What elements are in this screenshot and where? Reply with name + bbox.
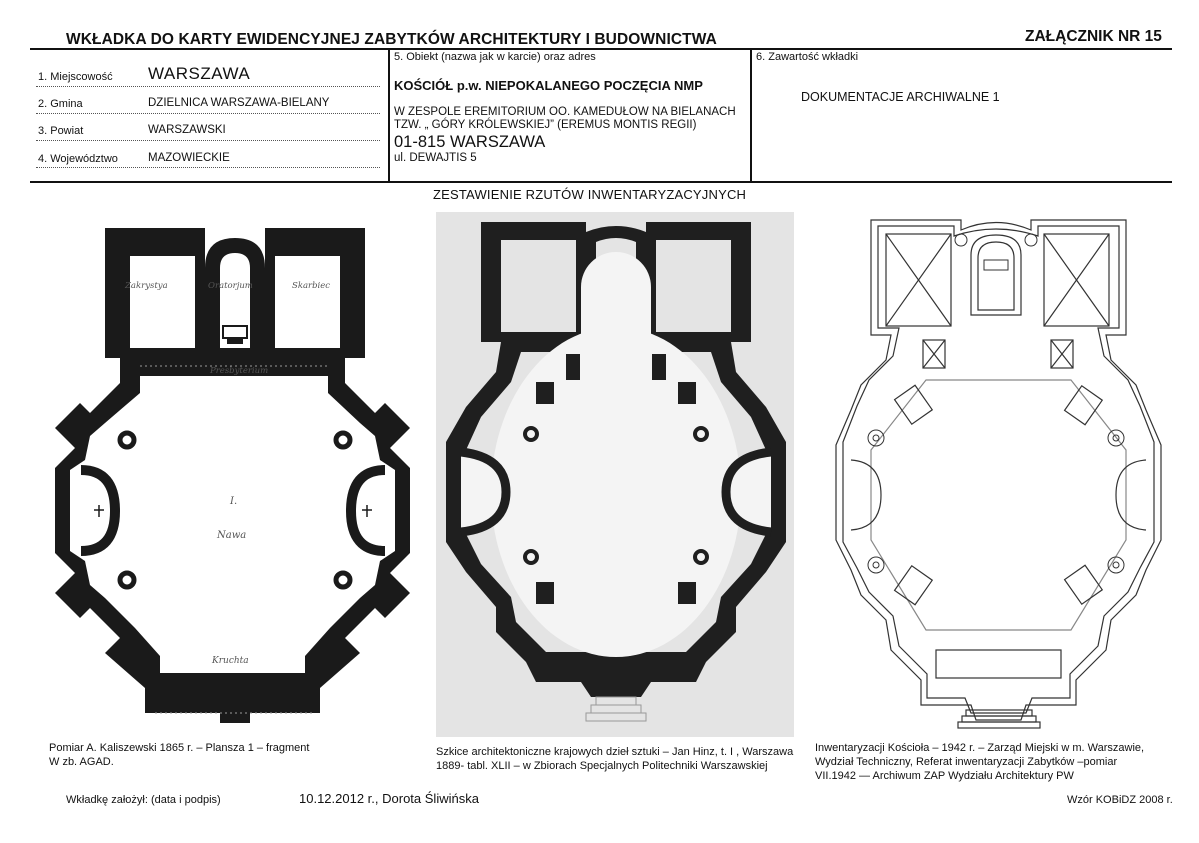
contents-label: 6. Zawartość wkładki xyxy=(756,51,859,63)
footer-author: 10.12.2012 r., Dorota Śliwińska xyxy=(299,791,479,806)
footer-model: Wzór KOBiDZ 2008 r. xyxy=(1067,794,1173,806)
page-title: WKŁADKA DO KARTY EWIDENCYJNEJ ZABYTKÓW ARCHITEKTURY I BUDOWNICTWA xyxy=(66,31,717,48)
object-street: ul. DEWAJTIS 5 xyxy=(394,152,477,164)
annex-number: ZAŁĄCZNIK NR 15 xyxy=(1025,28,1162,45)
caption-line: Wydział Techniczny, Referat inwentaryzacji Zabytków –pomiar xyxy=(815,756,1118,768)
plan-label: I. xyxy=(230,496,238,507)
caption-line: VII.1942 — Archiwum ZAP Wydziału Architektury PW xyxy=(815,770,1074,782)
section-title: ZESTAWIENIE RZUTÓW INWENTARYZACYJNYCH xyxy=(433,187,747,202)
field-divider xyxy=(36,86,380,87)
header-bottom-rule xyxy=(30,181,1172,183)
object-postal-code: 01-815 WARSZAWA xyxy=(394,133,546,151)
field-divider xyxy=(36,167,380,168)
plan-label: Oratorjum xyxy=(208,281,253,291)
field-label-voivodeship: 4. Województwo xyxy=(38,153,118,165)
field-divider xyxy=(36,140,380,141)
object-name: KOŚCIÓŁ p.w. NIEPOKALANEGO POCZĘCIA NMP xyxy=(394,78,703,93)
column-divider-1 xyxy=(388,48,390,182)
field-value-voivodeship: MAZOWIECKIE xyxy=(148,152,230,164)
object-address-line-1: W ZESPOLE EREMITORIUM OO. KAMEDUŁOW NA BIELANACH xyxy=(394,106,736,118)
caption-line: 1889- tabl. XLII – w Zbiorach Specjalnych Politechniki Warszawskiej xyxy=(436,760,768,772)
field-divider xyxy=(36,113,380,114)
caption-line: Szkice architektoniczne krajowych dzieł sztuki – Jan Hinz, t. I , Warszawa xyxy=(436,746,794,758)
header-rule xyxy=(30,48,1172,50)
object-label: 5. Obiekt (nazwa jak w karcie) oraz adres xyxy=(394,51,596,63)
plan-label: Nawa xyxy=(217,530,247,541)
field-value-locality: WARSZAWA xyxy=(148,64,251,83)
field-label-locality: 1. Miejscowość xyxy=(38,71,113,83)
caption-line: Inwentaryzacji Kościoła – 1942 r. – Zarząd Miejski w m. Warszawie, xyxy=(815,742,1145,754)
footer-label: Wkładkę założył: (data i podpis) xyxy=(66,794,221,806)
field-value-district: WARSZAWSKI xyxy=(148,124,226,136)
field-label-district: 3. Powiat xyxy=(38,125,84,137)
column-divider-2 xyxy=(750,48,752,182)
plan-label: Skarbiec xyxy=(292,281,331,291)
floor-plan-1942-icon xyxy=(826,210,1172,738)
plan-label: Presbyterium xyxy=(210,366,269,376)
caption-plan-1942 xyxy=(815,741,1144,783)
floor-plan-sketch-1889-icon xyxy=(436,212,794,737)
caption-line: Pomiar A. Kaliszewski 1865 r. – Plansza 1 – fragment xyxy=(49,742,310,754)
plan-label: Zakrystya xyxy=(125,281,168,291)
caption-line: W zb. AGAD. xyxy=(49,756,114,768)
field-value-commune: DZIELNICA WARSZAWA-BIELANY xyxy=(148,97,330,109)
field-label-commune: 2. Gmina xyxy=(38,98,83,110)
caption-plan-1889 xyxy=(436,745,808,773)
caption-plan-1865 xyxy=(49,741,309,769)
plan-label: Kruchta xyxy=(212,656,249,666)
object-address-line-2: TZW. „ GÓRY KRÓLEWSKIEJ” (EREMUS MONTIS REGII) xyxy=(394,119,697,131)
contents-value: DOKUMENTACJE ARCHIWALNE 1 xyxy=(801,90,1000,104)
floor-plan-1865-icon xyxy=(45,208,423,730)
